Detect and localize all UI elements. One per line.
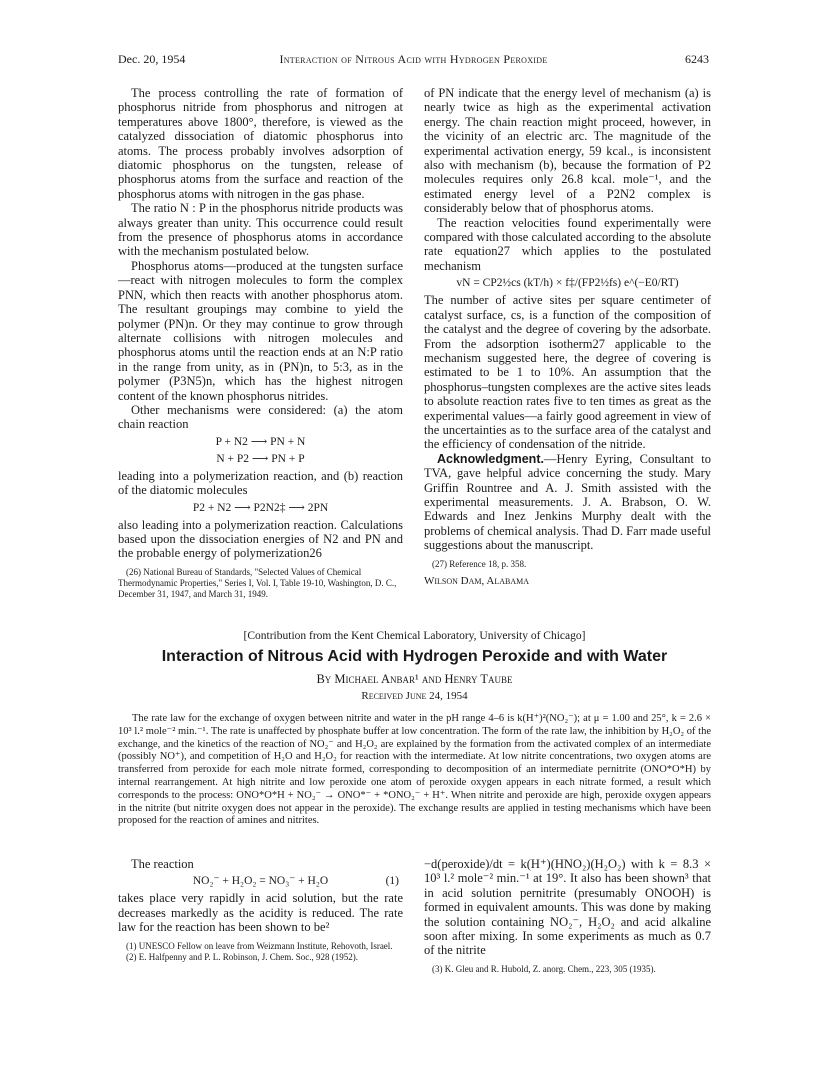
page-header [118,52,709,68]
page-number: 6243 [685,52,709,66]
right-column [424,86,711,588]
footnote-26: (26) National Bureau of Standards, "Selected Values of Chemical Thermodynamic Properties," Series I, Vol. I, Table 19-10, Washington, D. C., December 31, 1947, and March 31, 1949. [118,566,397,599]
location: Wilson Dam, Alabama [424,574,530,587]
equation: P + N2 ⟶ PN + N [215,435,306,448]
abstract: The rate law for the exchange of oxygen between nitrite and water in the pH range 4–6 is k(H⁺)²(NO₂⁻); at μ = 1.00 and 25°, k = 2.6 × 10³ l.² mole⁻² min.⁻¹. The rate is unaffected by phosphate buffer at low concentration. The form of the rate law, the inhibition by H₂O₂ of the exchange, and the kinetics of the reaction of NO₂⁻ and H₂O₂ are explained by the formation from the activated complex of an intermediate (possibly NO⁺), and competition of H₂O and H₂O₂ for reaction with the intermediate. At low nitrite concentrations, two oxygen atoms are transferred from peroxide for each mole nitrate formed, corresponding to decomposition of an intermediate pernitrite (ONO*O*H) by internal rearrangement. At high nitrite and low peroxide one atom of peroxide oxygen appears in each nitrate formed, a result which corresponds to the process: ONO*O*H + NO₂⁻ → ONO*⁻ + *ONO₂⁻ + H⁺. When nitrite and peroxide are high, peroxide oxygen appears in the nitrite (but nitrite oxygen does not appear in the peroxide). The exchange results are applied in testing mechanisms which have been proposed for the reaction of amines and nitrites. [118,713,711,827]
bottom-right-column [424,857,711,975]
left-column [118,86,403,600]
running-title: Interaction of Nitrous Acid with Hydrogen Peroxide [279,52,548,66]
article-title: Interaction of Nitrous Acid with Hydrogen Peroxide and with Water [161,648,668,665]
paragraph: of PN indicate that the energy level of mechanism (a) is nearly twice as high as the experimental activation energy. The chain reaction might proceed, however, in the vicinity of an electric arc. The magnitude of the experimental activation energy, 59 kcal., is inconsistent also with mechanism (b), because the formation of P2 molecules requires only 26.8 kcal. mole⁻¹, and the estimated energy level of a P2N2 complex is considerably below that of phosphorus atoms. [424,86,711,216]
acknowledgment [424,452,711,553]
paragraph: The reaction velocities found experimentally were compared with those calculated according to the absolute rate equation27 which applies to the postulated mechanism [424,215,711,273]
acknowledgment-label: Acknowledgment. [437,451,544,466]
paragraph: also leading into a polymerization reaction. Calculations based upon the dissociation energies of N2 and PN and the probable energy of polymerization26 [118,517,403,561]
paragraph: The reaction [131,857,194,871]
equation: P2 + N2 ⟶ P2N2‡ ⟶ 2PN [192,501,329,514]
equation-text: NO₂⁻ + H₂O₂ = NO₃⁻ + H₂O [192,875,329,888]
equation-number: (1) [385,875,399,888]
paragraph: leading into a polymerization reaction, and (b) reaction of the diatomic molecules [118,468,403,498]
paragraph: Other mechanisms were considered: (a) the atom chain reaction [118,402,403,432]
equation: N + P2 ⟶ PN + P [216,452,305,465]
footnotes [424,964,711,975]
footnote-3: (3) K. Gleu and R. Hubold, Z. anorg. Chem., 223, 305 (1935). [432,963,656,974]
affiliation: [Contribution from the Kent Chemical Laboratory, University of Chicago] [243,630,586,642]
rate-equation: vN = CP2½cs (kT/h) × f‡/(FP2½fs) e^(−E0/RT) [456,277,679,290]
footnote-1: (1) UNESCO Fellow on leave from Weizmann Institute, Rehovoth, Israel. [126,940,393,951]
footnote-27: (27) Reference 18, p. 358. [432,558,527,569]
header-date: Dec. 20, 1954 [118,52,186,66]
authors: By Michael Anbar¹ and Henry Taube [316,672,513,686]
acknowledgment-text: —Henry Eyring, Consultant to TVA, gave helpful advice concerning the study. Mary Griffin Rountree and A. J. Smith assisted with the experimental measurements. J. A. Brabson, O. W. Edwards and Inez Jenkins Murphy dealt with the problems of chemical analysis. Thad D. Farr made useful suggestions about the manuscript. [424,451,711,553]
footnote-2: (2) E. Halfpenny and P. L. Robinson, J. Chem. Soc., 928 (1952). [126,951,358,962]
received-date: Received June 24, 1954 [361,690,468,702]
paragraph: Phosphorus atoms—produced at the tungsten surface—react with nitrogen molecules to form the complex PNN, which then reacts with another phosphorus atom. The resultant groupings may combine to yield the polymer (PN)n. Or they may continue to grow through alternate collisions with nitrogen molecules and phosphorus atoms until the reaction ends at an N:P ratio in the range from unity, as in (PN)n, to 5:3, as in the polymer (P3N5)n, which has the highest nitrogen content of the known phosphorus nitrides. [118,258,403,403]
paragraph: takes place very rapidly in acid solution, but the rate decreases markedly as the acidity is reduced. The rate law for the reaction has been shown to be² [118,891,403,935]
paragraph: −d(peroxide)/dt = k(H⁺)(HNO₂)(H₂O₂) with k = 8.3 × 10³ l.² mole⁻² min.⁻¹ at 19°. It also has been shown³ that in acid solution pernitrite (presumably ONOOH) is formed in equivalent amounts. This was done by making the solution containing NO₂⁻, H₂O₂ and acid alkaline soon after mixing. In some experiments as much as 0.7 of the nitrite [424,857,711,958]
paragraph: The ratio N : P in the phosphorus nitride products was always greater than unity. This occurrence could result from the presence of phosphorus atoms in accordance with the mechanism postulated below. [118,201,403,259]
footnotes [118,941,403,963]
paragraph: The process controlling the rate of formation of phosphorus nitride from phosphorus and nitrogen at temperatures above 1800°, therefore, is viewed as the catalyzed dissociation of diatomic phosphorus into atoms. The process probably involves adsorption of diatomic phosphorus on the tungsten, release of phosphorus atoms from the surface and reaction of the phosphorus atoms with nitrogen in the gas phase. [118,86,403,201]
equation-1 [118,874,403,888]
paragraph: The number of active sites per square centimeter of catalyst surface, cs, is a function of the composition of the catalyst and the degree of covering by the adsorbate. From the adsorption isotherm27 applicable to the mechanism suggested here, the degree of covering is estimated to be 1 to 10%. An assumption that the phosphorus–tungsten complexes are the active sites leads to absolute reaction rates five to ten times as great as the experimental values—a fairly good agreement in view of the uncertainties as to the surface area of the catalyst and the efficiency of condensation of the nitride. [424,293,711,452]
bottom-left-column [118,857,403,963]
